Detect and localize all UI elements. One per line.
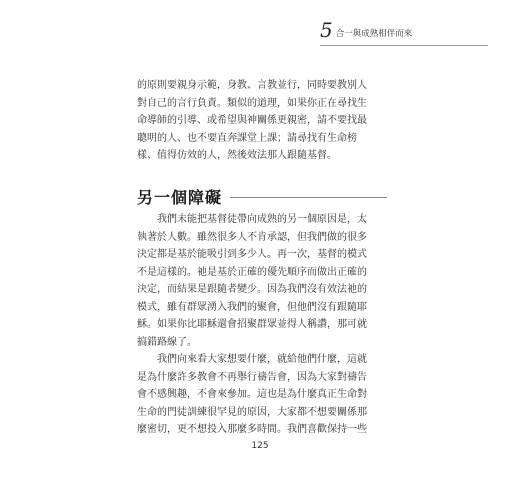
page-number: 125 [251,441,269,451]
text-line: 我們向來看大家想要什麼，就給他們什麼，這就 [157,354,367,365]
chapter-number: 5 [320,18,333,42]
header-rule [320,45,488,46]
text-line: 生命的門徒訓練很罕見的原因，大家都不想要關係那 [137,406,367,418]
paragraph-obstacle [137,211,385,351]
heading-rule [230,197,387,198]
text-line: 搞錯路線了。 [137,336,197,348]
text-line: 我們未能把基督徒帶向成熟的另一個原因是，太 [157,214,367,225]
paragraph-wants [137,351,385,439]
text-line: 執著於人數。雖然很多人不肯承認，但我們做的很多 [137,231,367,243]
text-line: 是為什麼許多教會不再舉行禱告會，因為大家對禱告 [137,371,367,383]
text-line: 穌。如果你比耶穌還會招聚群眾並得人稱讚，那可就 [137,319,367,330]
text-line: 決定都是基於能吸引到多少人。再一次，基督的模式 [137,249,367,260]
text-line: 的原則要親身示範，身教、言教並行，同時要教別人 [137,80,367,91]
text-line: 命導師的引導、或希望與神關係更親密，請不要找最 [137,115,367,126]
text-line: 對自己的言行負責。類似的道理，如果你正在尋找生 [137,97,367,109]
section-heading [137,183,387,209]
text-line: 麼密切，更不想投入那麼多時間。我們喜歡保持一些 [137,424,367,435]
chapter-title: 合一與成熟相伴而來 [335,29,413,39]
text-line: 模式，雖有群眾湧入我們的聚會，但他們沒有跟隨耶 [137,301,367,313]
text-line: 不是這樣的。祂是基於正確的優先順序而做出正確的 [137,266,367,278]
running-head [320,20,412,40]
text-line: 樣、值得仿效的人，然後效法那人跟隨基督。 [137,150,337,161]
text-line: 會不感興趣，不會來參加。這也是為什麼真正生命對 [137,389,367,400]
text-line: 決定，而結果是跟隨者變少。因為我們沒有效法祂的 [137,284,367,295]
continuation-paragraph [137,77,385,165]
text-line: 聰明的人、也不要直奔課堂上課；請尋找有生命榜 [137,132,357,144]
section-title: 另一個障礙 [137,187,223,207]
